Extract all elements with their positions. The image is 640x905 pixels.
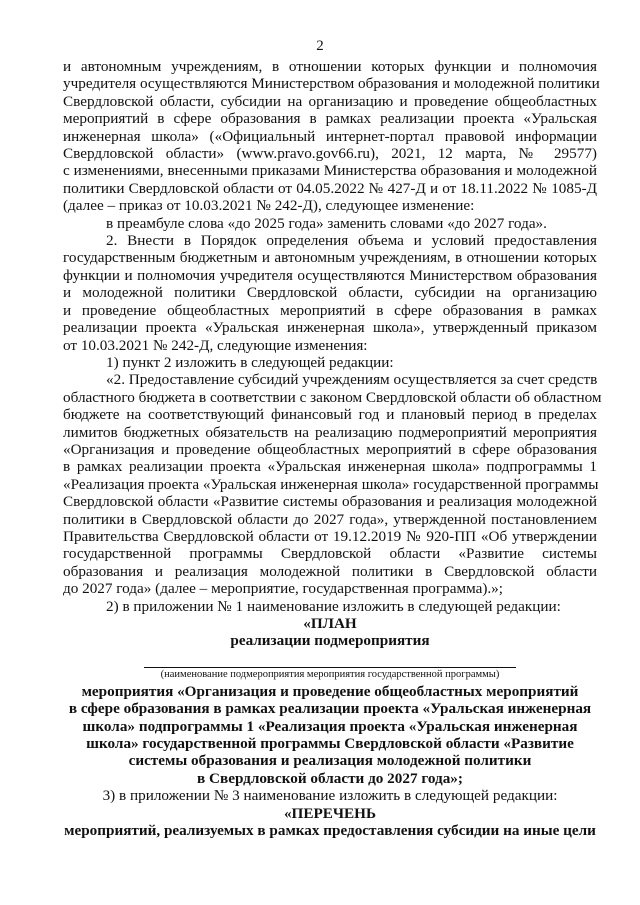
plan-title: «ПЛАН — [303, 615, 357, 632]
text-line: Правительства Свердловской области от 19.12.2019 № 920-ПП «Об утверждении — [63, 527, 597, 545]
text-line: областного бюджета в соответствии с законом Свердловской области об областном — [63, 388, 602, 406]
text-line: и автономным учреждениям, в отношении которых функции и полномочия — [63, 58, 597, 75]
paragraph-item-2 — [63, 232, 597, 354]
text-line: школа» подпрограммы 1 «Реализация проекта «Уральская инженерная — [82, 717, 578, 735]
text-line: в рамках реализации проекта «Уральская инженерная школа» подпрограммы 1 — [63, 458, 597, 476]
subitem-2: 2) в приложении № 1 наименование изложить в следующей редакции: — [106, 597, 561, 615]
text-line: от 10.03.2021 № 242-Д, следующие изменения: — [63, 336, 368, 354]
plan-subtitle: реализации подмероприятия — [230, 632, 430, 650]
page-number: 2 — [316, 38, 324, 54]
text-line: до 2027 года» (далее – мероприятие, государственная программа).»; — [63, 580, 503, 598]
text-line: Свердловской области» (www.pravo.gov66.ru), 2021, 12 марта, № 29577) — [63, 145, 597, 163]
text-line: функции и полномочия учредителя осуществляются Министерством образования — [63, 266, 597, 284]
text-line: и проведение общеобластных мероприятий в сфере образования в рамках — [63, 301, 597, 319]
spacer — [63, 650, 597, 667]
quoted-point-2 — [63, 371, 602, 598]
subitem-1: 1) пункт 2 изложить в следующей редакции: — [106, 353, 394, 371]
plan-name-caption: (наименование подмероприятия мероприятия государственной программы) — [160, 668, 500, 680]
plan-name-block — [63, 681, 597, 787]
text-line: мероприятия «Организация и проведение общеобластных мероприятий — [81, 682, 579, 700]
text-line: с изменениями, внесенными приказами Министерства образования и молодежной — [63, 162, 597, 180]
text-line: в сфере образования в рамках реализации проекта «Уральская инженерная — [68, 700, 592, 718]
text-line: «2. Предоставление субсидий учреждениям осуществляется за счет средств — [106, 371, 598, 389]
text-line: мероприятий в сфере образования в рамках реализации проекта «Уральская — [63, 110, 597, 128]
paragraph-intro — [63, 58, 600, 215]
text-line: и молодежной политики Свердловской области, субсидии на организацию — [63, 284, 597, 302]
text-line: «Организация и проведение общеобластных мероприятий в сфере образования — [63, 440, 597, 458]
text-line: лимитов бюджетных обязательств на реализацию подмероприятий мероприятия — [63, 423, 597, 441]
text-line: бюджете на соответствующий финансовый год и плановый период в пределах — [63, 406, 597, 424]
text-line: политики в Свердловской области до 2027 года», утвержденной постановлением — [63, 510, 597, 528]
text-line: «Реализация проекта «Уральская инженерная школа» государственной программы — [63, 475, 599, 493]
text-line: учредителя осуществляются Министерством образования и молодежной политики — [63, 75, 600, 93]
preamble-change: в преамбуле слова «до 2025 года» заменить словами «до 2027 года». — [106, 214, 547, 232]
list-title: «ПЕРЕЧЕНЬ — [283, 804, 377, 822]
text-line: Свердловской области, субсидии на организацию и проведение общеобластных — [63, 92, 597, 110]
text-line: политики Свердловской области от 04.05.2022 № 427-Д и от 18.11.2022 № 1085-Д — [63, 179, 597, 197]
text-line: в Свердловской области до 2027 года»; — [197, 769, 463, 787]
text-line: государственным бюджетным и автономным учреждениям, в отношении которых — [63, 249, 597, 267]
list-subtitle: мероприятий, реализуемых в рамках предоставления субсидии на иные цели — [64, 822, 596, 840]
text-line: (далее – приказ от 10.03.2021 № 242-Д), следующее изменение: — [63, 197, 475, 215]
text-line: школа» государственной программы Свердловской области «Развитие — [86, 735, 574, 753]
document-body — [63, 58, 602, 840]
text-line: 2. Внести в Порядок определения объема и условий предоставления — [106, 232, 597, 250]
text-line: Свердловской области «Развитие системы образования и реализация молодежной — [63, 493, 597, 511]
text-line: государственной программы Свердловской области «Развитие системы — [63, 545, 597, 563]
subitem-3: 3) в приложении № 3 наименование изложить в следующей редакции: — [102, 787, 558, 805]
text-line: реализации проекта «Уральская инженерная школа», утвержденный приказом — [63, 319, 597, 337]
text-line: системы образования и реализация молодежной политики — [128, 752, 532, 770]
text-line: инженерная школа» («Официальный интернет-портал правовой информации — [63, 127, 597, 145]
text-line: образования и реализация молодежной политики в Свердловской области — [63, 562, 597, 580]
